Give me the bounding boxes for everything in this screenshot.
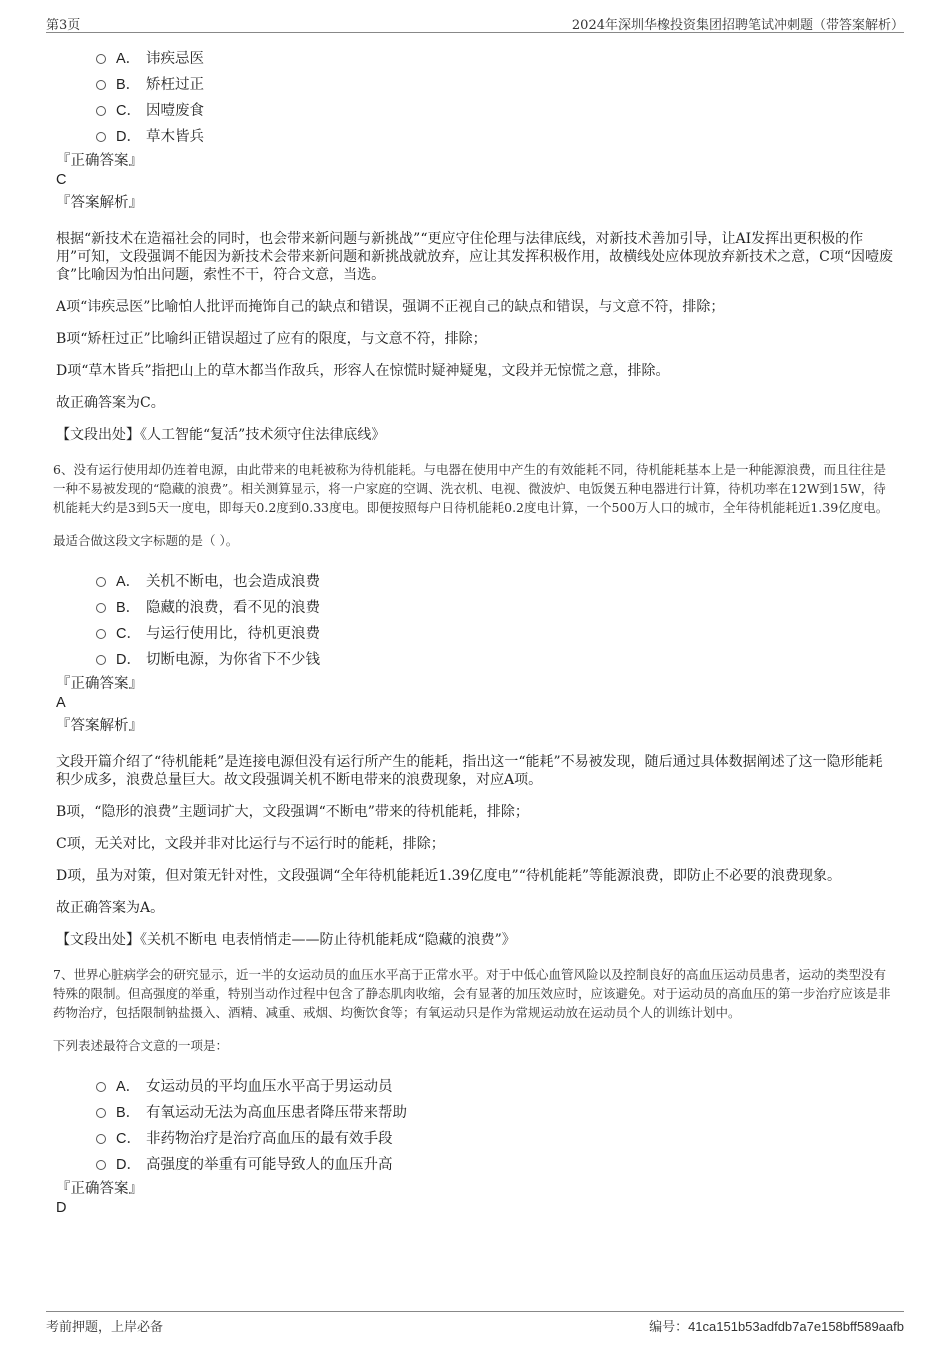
q5-analysis-paragraph: 根据“新技术在造福社会的同时，也会带来新问题与新挑战”“更应守住伦理与法律底线，对新技术善加引导，让AI发挥出更积极的作用”可知，文段强调不能因为新技术会带来新问题和新挑战就放弃，应让其发挥积极作用，故横线处应体现放弃新技术之意，C项“因噎废食”比喻因为怕出问题，索性不干，符合文意，当选。	[56, 231, 894, 283]
radio-icon[interactable]	[96, 132, 106, 142]
radio-icon[interactable]	[96, 1160, 106, 1170]
q6-analysis-paragraph: D项，虽为对策，但对策无针对性，文段强调“全年待机能耗近1.39亿度电”“待机能耗”等能源浪费，即防止不必要的浪费现象。	[56, 868, 842, 884]
radio-icon[interactable]	[96, 80, 106, 90]
radio-icon[interactable]	[96, 54, 106, 64]
document-serial: 编号：41ca151b53adfdb7a7e158bff589aafb	[649, 1319, 904, 1334]
q5-option-c[interactable]: C． 因噎废食	[96, 96, 896, 122]
q6-analysis-paragraph: B项，“隐形的浪费”主题词扩大，文段强调“不断电”带来的待机能耗，排除；	[56, 804, 529, 820]
page-header	[46, 10, 904, 33]
q7-option-d[interactable]: D． 高强度的举重有可能导致人的血压升高	[96, 1150, 896, 1176]
q6-stem: 6、没有运行使用却仍连着电源，由此带来的电耗被称为待机能耗。与电器在使用中产生的有效能耗不同，待机能耗基本上是一种能源浪费，而且往往是一种不易被发现的“隐藏的浪费”。相关测算显示，将一户家庭的空调、洗衣机、电视、微波炉、电饭煲五种电器进行计算，待机功率在12W到15W，待机能耗大约是3到5天一度电，即每天0.2度到0.33度电。即便按照每户日待机能耗0.2度电计算，一个500万人口的城市，全年待机能耗近1.39亿度电。	[53, 462, 889, 515]
q6-options	[96, 567, 896, 671]
question-5	[56, 44, 896, 444]
radio-icon[interactable]	[96, 106, 106, 116]
question-6	[53, 460, 896, 949]
q5-options	[96, 44, 896, 148]
correct-answer-label: 『正确答案』	[56, 676, 143, 692]
radio-icon[interactable]	[96, 1108, 106, 1118]
radio-icon[interactable]	[96, 655, 106, 665]
q6-prompt: 最适合做这段文字标题的是（ ）。	[53, 533, 239, 548]
q6-analysis-paragraph: 故正确答案为A。	[56, 900, 165, 916]
radio-icon[interactable]	[96, 1134, 106, 1144]
q7-option-c[interactable]: C． 非药物治疗是治疗高血压的最有效手段	[96, 1124, 896, 1150]
q7-option-a[interactable]: A． 女运动员的平均血压水平高于男运动员	[96, 1072, 896, 1098]
q6-source: 【文段出处】《关机不断电 电表悄悄走——防止待机能耗成“隐藏的浪费”》	[56, 932, 516, 948]
q6-option-b[interactable]: B． 隐藏的浪费，看不见的浪费	[96, 593, 896, 619]
q7-answer: D	[56, 1200, 67, 1216]
q5-source: 【文段出处】《人工智能“复活”技术须守住法律底线》	[56, 427, 386, 443]
radio-icon[interactable]	[96, 629, 106, 639]
q5-analysis-paragraph: A项“讳疾忌医”比喻怕人批评而掩饰自己的缺点和错误，强调不正视自己的缺点和错误，与文意不符，排除；	[56, 299, 725, 315]
correct-answer-label: 『正确答案』	[56, 1181, 143, 1197]
analysis-label: 『答案解析』	[56, 718, 143, 734]
radio-icon[interactable]	[96, 577, 106, 587]
q6-option-a[interactable]: A． 关机不断电，也会造成浪费	[96, 567, 896, 593]
q5-option-d[interactable]: D． 草木皆兵	[96, 122, 896, 148]
footer-slogan: 考前押题，上岸必备	[46, 1320, 164, 1335]
q5-analysis-paragraph: 故正确答案为C。	[56, 395, 165, 411]
q6-option-d[interactable]: D． 切断电源，为你省下不少钱	[96, 645, 896, 671]
document-title: 2024年深圳华橡投资集团招聘笔试冲刺题（带答案解析）	[571, 18, 904, 33]
q7-option-b[interactable]: B． 有氧运动无法为高血压患者降压带来帮助	[96, 1098, 896, 1124]
q5-option-b[interactable]: B． 矫枉过正	[96, 70, 896, 96]
page-footer	[46, 1311, 904, 1336]
analysis-label: 『答案解析』	[56, 195, 143, 211]
radio-icon[interactable]	[96, 1082, 106, 1092]
document-body	[53, 44, 896, 1218]
radio-icon[interactable]	[96, 603, 106, 613]
q5-option-a[interactable]: A． 讳疾忌医	[96, 44, 896, 70]
q7-options	[96, 1072, 896, 1176]
q5-analysis-paragraph: B项“矫枉过正”比喻纠正错误超过了应有的限度，与文意不符，排除；	[56, 331, 487, 347]
q7-stem: 7、世界心脏病学会的研究显示，近一半的女运动员的血压水平高于正常水平。对于中低心血管风险以及控制良好的高血压运动员患者，运动的类型没有特殊的限制。但高强度的举重，特别当动作过程中包含了静态肌肉收缩，会有显著的加压效应时，应该避免。对于运动员的高血压的第一步治疗应该是非药物治疗，包括限制钠盐摄入、酒精、减重、戒烟、均衡饮食等；有氧运动只是作为常规运动放在运动员个人的训练计划中。	[53, 967, 891, 1020]
q6-analysis-paragraph: C项，无关对比，文段并非对比运行与不运行时的能耗，排除；	[56, 836, 445, 852]
q7-prompt: 下列表述最符合文意的一项是：	[53, 1038, 229, 1053]
q5-analysis-paragraph: D项“草木皆兵”指把山上的草木都当作敌兵，形容人在惊慌时疑神疑鬼，文段并无惊慌之意，排除。	[56, 363, 670, 379]
q6-analysis-paragraph: 文段开篇介绍了“待机能耗”是连接电源但没有运行所产生的能耗，指出这一“能耗”不易被发现，随后通过具体数据阐述了这一隐形能耗积少成多，浪费总量巨大。故文段强调关机不断电带来的浪费现象，对应A项。	[56, 754, 883, 788]
q6-option-c[interactable]: C． 与运行使用比，待机更浪费	[96, 619, 896, 645]
page-number: 第3页	[46, 18, 81, 33]
question-7	[53, 965, 896, 1218]
correct-answer-label: 『正确答案』	[56, 153, 143, 169]
q5-answer: C	[56, 172, 67, 188]
q6-answer: A	[56, 695, 66, 711]
